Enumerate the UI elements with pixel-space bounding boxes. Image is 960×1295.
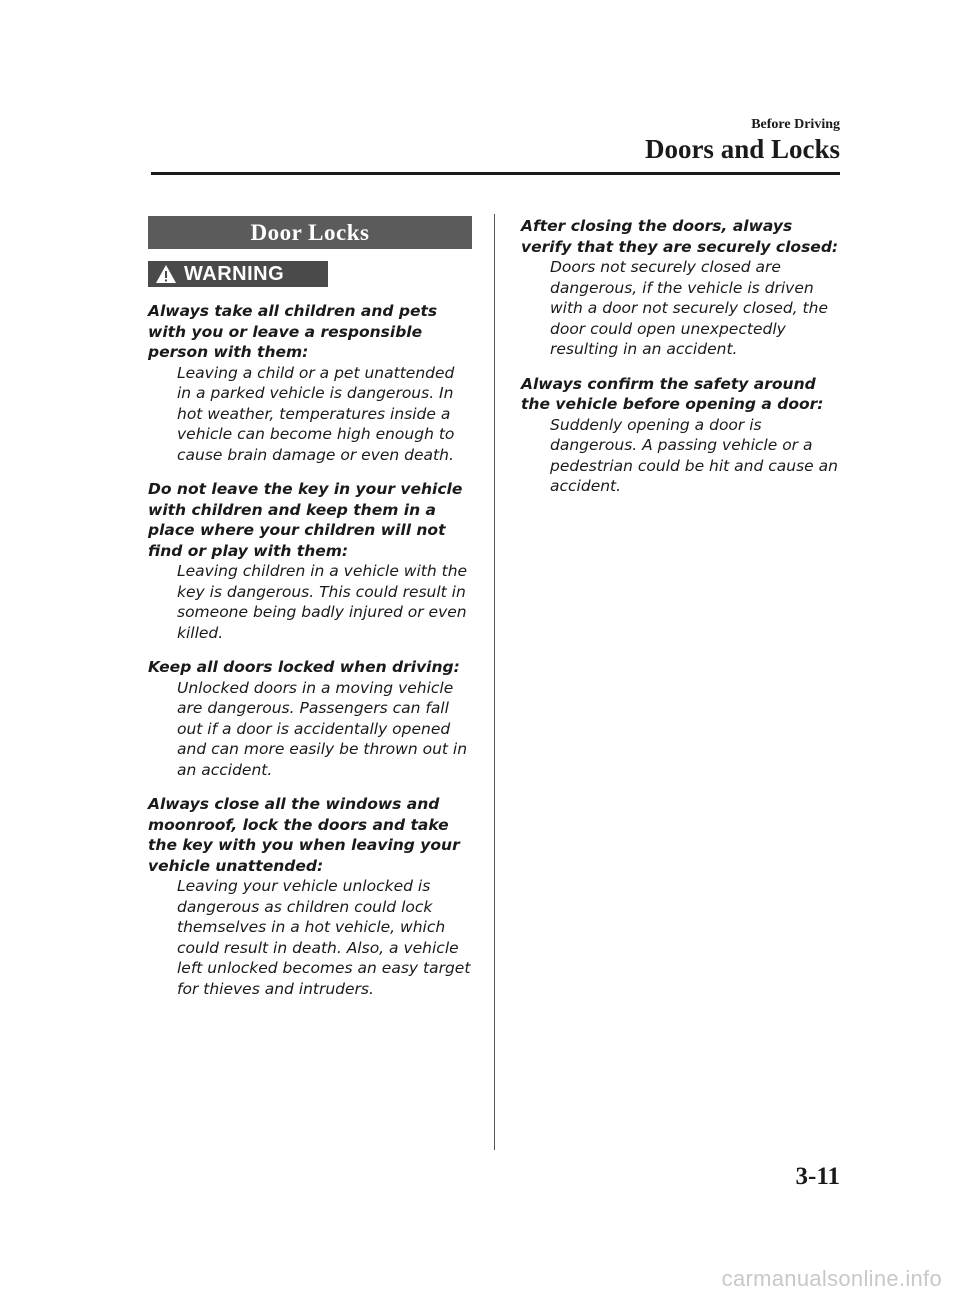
warning-item <box>148 657 473 780</box>
warning-item-body: Leaving a child or a pet unattended in a parked vehicle is dangerous. In hot weather, temperatures inside a vehicle can become high enough to cause brain damage or even death. <box>177 363 455 464</box>
warning-item <box>521 216 839 360</box>
warning-triangle-icon <box>152 261 180 287</box>
warning-item <box>148 301 473 465</box>
header-rule <box>151 172 840 175</box>
warning-item <box>148 794 473 999</box>
section-title: Door Locks <box>148 216 472 249</box>
left-column <box>148 216 473 999</box>
warning-badge <box>148 261 328 287</box>
warning-item-body: Leaving children in a vehicle with the key is dangerous. This could result in someone being badly injured or even killed. <box>177 562 468 642</box>
warning-item-body: Unlocked doors in a moving vehicle are dangerous. Passengers can fall out if a door is accidentally opened and can more easily be thrown out in an accident. <box>177 678 468 779</box>
warning-item-body: Doors not securely closed are dangerous, if the vehicle is driven with a door not securely closed, the door could open unexpectedly resulting in an accident. <box>550 258 828 358</box>
warning-item-body: Leaving your vehicle unlocked is dangerous as children could lock themselves in a hot vehicle, which could result in death. Also, a vehicle left unlocked becomes an easy target for thieves and intruders. <box>177 877 471 998</box>
warning-item-heading: Do not leave the key in your vehicle with children and keep them in a place where your children will not find or play with them: <box>148 480 463 560</box>
header-section-label: Before Driving <box>751 117 840 132</box>
warning-item-heading: Keep all doors locked when driving: <box>148 658 460 676</box>
watermark-text: carmanualsonline.info <box>721 1266 942 1291</box>
warning-item <box>521 374 839 497</box>
warning-item-body: Suddenly opening a door is dangerous. A passing vehicle or a pedestrian could be hit and cause an accident. <box>550 415 838 495</box>
column-divider <box>494 214 495 1150</box>
warning-item-heading: After closing the doors, always verify that they are securely closed: <box>521 217 839 256</box>
warning-item-heading: Always take all children and pets with you or leave a responsible person with them: <box>148 302 438 361</box>
warning-label: WARNING <box>184 262 285 285</box>
warning-item-heading: Always close all the windows and moonroof, lock the doors and take the key with you when leaving your vehicle unattended: <box>148 795 460 875</box>
right-column <box>521 216 839 497</box>
header-chapter-title: Doors and Locks <box>644 134 840 164</box>
warning-item <box>148 479 473 643</box>
warning-item-heading: Always confirm the safety around the vehicle before opening a door: <box>521 374 824 413</box>
page-number: 3-11 <box>795 1163 840 1190</box>
